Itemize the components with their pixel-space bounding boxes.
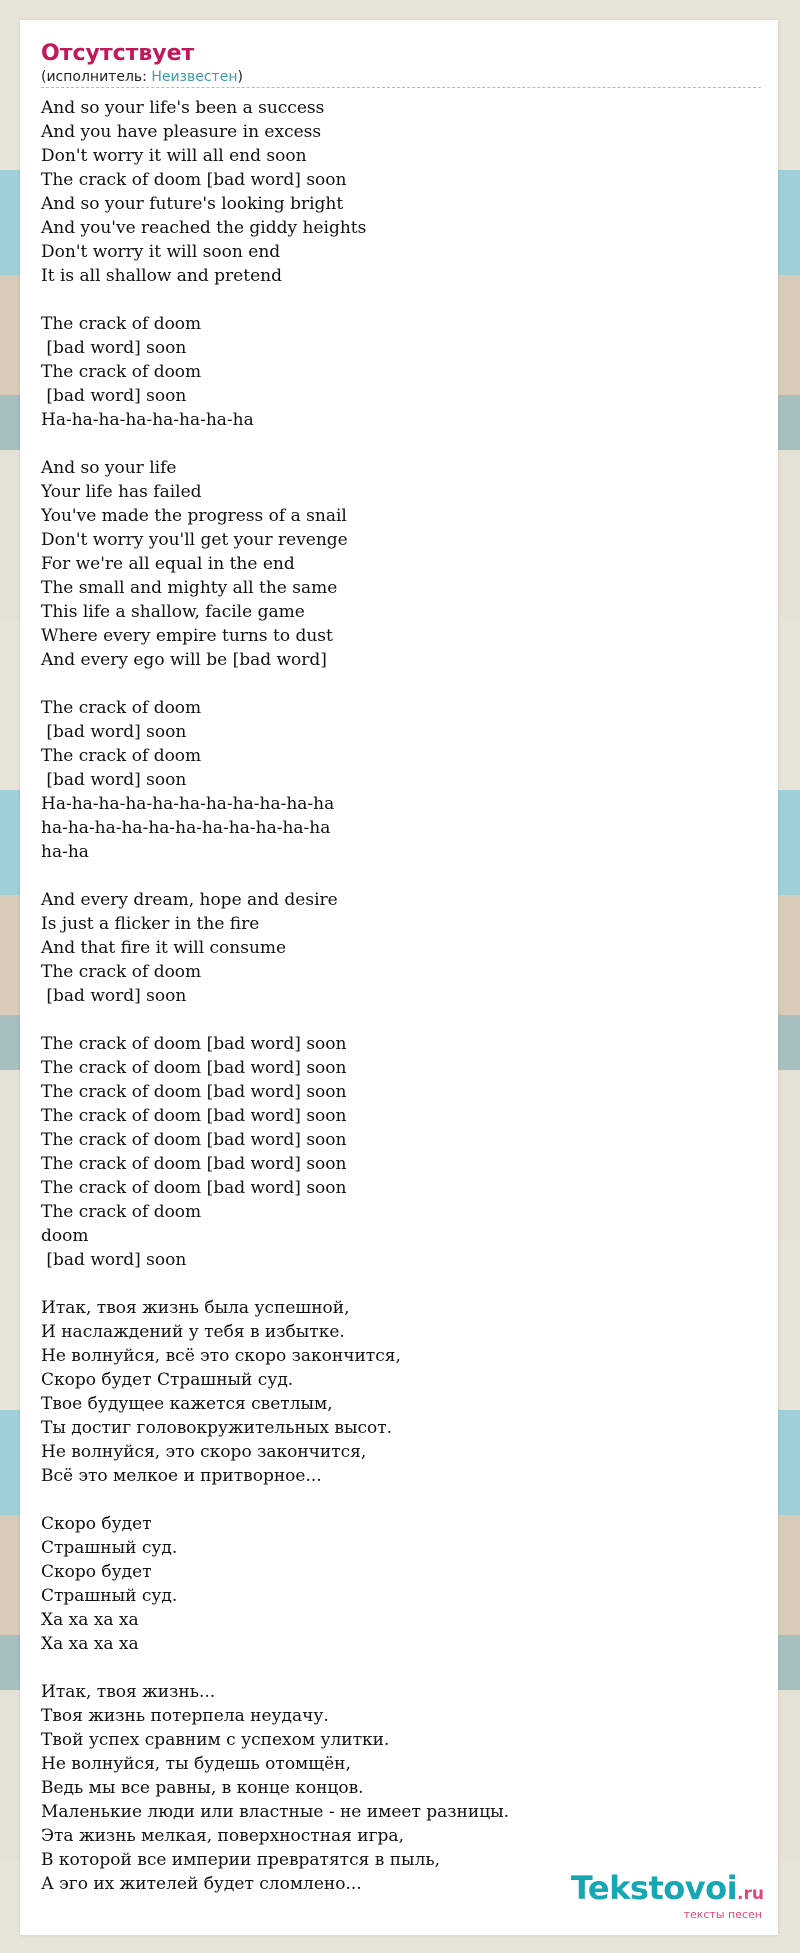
logo-tagline: тексты песен — [683, 1908, 762, 1921]
artist-link[interactable]: Неизвестен — [151, 69, 238, 85]
artist-prefix: (исполнитель: — [41, 69, 152, 85]
logo-tld: .ru — [737, 1884, 764, 1904]
logo-name: Tekstovoi — [570, 1869, 738, 1907]
site-logo[interactable] — [571, 1871, 764, 1921]
lyrics-card — [20, 20, 778, 1935]
artist-line — [41, 68, 761, 88]
logo-wordmark — [571, 1871, 764, 1911]
song-title: Отсутствует — [41, 41, 195, 66]
artist-suffix: ) — [237, 69, 243, 85]
lyrics-text: And so your life's been a success And you have pleasure in excess Don't worry it will all end soon The crack of doom [bad word] soon And so your future's looking bright And you've reached the giddy heights Don't worry it will soon end It is all shallow and pretend The crack of doom [bad word] soon The crack of doom [bad word] soon Ha-ha-ha-ha-ha-ha-ha-ha And so your life Your life has failed You've made the progress of a snail Don't worry you'll get your revenge For we're all equal in the end The small and mighty all the same This life a shallow, facile game Where every empire turns to dust And every ego will be [bad word] The crack of doom [bad word] soon The crack of doom [bad word] soon Ha-ha-ha-ha-ha-ha-ha-ha-ha-ha-ha ha-ha-ha-ha-ha-ha-ha-ha-ha-ha-ha ha-ha And every dream, hope and desire Is just a flicker in the fire And that fire it will consume The crack of doom [bad word] soon The crack of doom [bad word] soon The crack of doom [bad word] soon The crack of doom [bad word] soon The crack of doom [bad word] soon The crack of doom [bad word] soon The crack of doom [bad word] soon The crack of doom [bad word] soon The crack of doom doom [bad word] soon Итак, твоя жизнь была успешной, И наслаждений у тебя в избытке. Не волнуйся, всё это скоро закончится, Скоро будет Страшный суд. Твое будущее кажется светлым, Ты достиг головокружительных высот. Не волнуйся, это скоро закончится, Всё это мелкое и притворное... Скоро будет Страшный суд. Скоро будет Страшный суд. Ха ха ха ха Ха ха ха ха Итак, твоя жизнь... Твоя жизнь потерпела неудачу. Твой успех сравним с успехом улитки. Не волнуйся, ты будешь отомщён, Ведь мы все равны, в конце концов. Маленькие люди или властные - не имеет разницы. Эта жизнь мелкая, поверхностная игра, В которой все империи превратятся в пыль, А эго их жителей будет сломлено... — [41, 98, 510, 1894]
